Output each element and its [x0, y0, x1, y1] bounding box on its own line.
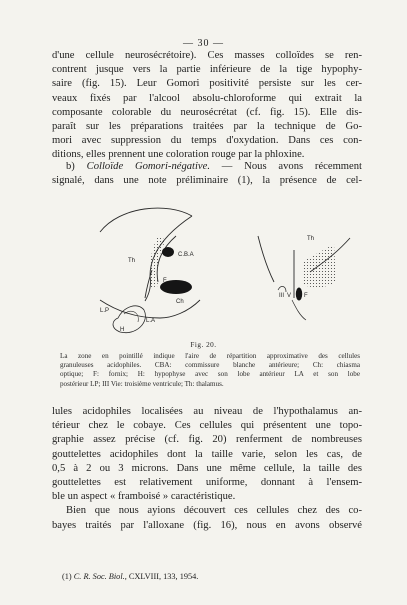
- figure-label: F: [163, 278, 167, 284]
- figure-label: Th: [128, 258, 136, 264]
- text-line: ble un aspect « framboisé » caractéristique.: [52, 491, 236, 503]
- section-heading: Colloïde Gomori-négative.: [86, 161, 210, 172]
- text-line: térieur chez le cobaye. Ces cellules qui présentent une topo-: [52, 420, 362, 432]
- text-line: bayes traités par l'alloxane (fig. 16), nous en avons observé: [52, 519, 362, 531]
- text-line: contrent jusque vers la partie inférieure de la tige hypophy-: [52, 64, 362, 76]
- figure-label: Th: [307, 236, 315, 242]
- figure-label: C.B.A: [178, 252, 194, 258]
- figure-label: F: [304, 293, 308, 299]
- footnote-journal: C. R. Soc. Biol.: [73, 572, 125, 581]
- figure-label: Ch: [176, 299, 184, 305]
- text-line: graphie assez précise (cf. fig. 20) renferment de nombreuses: [52, 434, 362, 446]
- caption-line: optique; F: fornix; H: hypophyse avec son lobe antérieur LA et son lobe: [60, 370, 360, 379]
- caption-line: postérieur LP; III Vie: troisième ventricule; Th: thalamus.: [60, 379, 224, 388]
- list-marker: b): [66, 161, 75, 172]
- text-fragment: — Nous avons récemment: [209, 161, 362, 172]
- footnote-number: (1): [62, 572, 72, 581]
- ventricle-mark: [296, 288, 302, 301]
- acidophile-area: [302, 244, 336, 288]
- figure-label: L.A: [146, 318, 156, 324]
- page-number: — 30 —: [183, 38, 224, 49]
- text-line: Bien que nous ayions découvert ces cellules chez des co-: [66, 505, 362, 517]
- text-line: gouttelettes est relativement uniforme, donnant à l'ensem-: [52, 477, 362, 489]
- text-line: composante colorable du neurosécrétat (cf. fig. 15). Elle dis-: [52, 106, 362, 118]
- text-line: mori avec suppression du temps d'oxydation. Dans ces con-: [52, 135, 362, 147]
- text-line: gouttelettes acidophiles dont la taille varie, selon les cas, de: [52, 448, 362, 460]
- figure-label: III: [279, 293, 285, 299]
- figure-label: H: [120, 327, 125, 333]
- footnote-reference: , CXLVIII, 133, 1954.: [124, 572, 199, 581]
- figure-label-number: Fig. 20.: [190, 341, 217, 349]
- paragraph-3: [52, 405, 362, 533]
- text-line: paraît sur les préparations traitées par la technique de Go-: [52, 121, 362, 133]
- footnote: [62, 572, 362, 581]
- figure-label: V: [287, 293, 292, 299]
- text-line: lules acidophiles localisées au niveau de l'hypothalamus an-: [52, 406, 362, 417]
- figure-label: L.P: [100, 308, 110, 314]
- text-line: veaux fixés par l'alcool absolu-chloroforme qui extrait la: [52, 92, 362, 104]
- text-line: ditions, elles prennent une coloration rouge par la phloxine.: [52, 149, 305, 161]
- text-line: signalé, dans une note préliminaire (1), la présence de cel-: [52, 175, 362, 187]
- text-line: d'une cellule neurosécrétoire). Ces masses colloïdes se ren-: [52, 50, 362, 61]
- text-line: saire (fig. 15). Leur Gomori positivité persiste sur les cer-: [52, 78, 362, 90]
- text-line: 0,5 à 2 ou 3 microns. Dans une même cellule, la taille des: [52, 462, 362, 474]
- caption-line: La zone en pointillé indique l'aire de répartition approximative des cellules: [60, 352, 360, 360]
- caption-line: granuleuses acidophiles. CBA: commissure blanche antérieure; Ch: chiasma: [60, 361, 360, 370]
- figure-caption: [60, 352, 360, 389]
